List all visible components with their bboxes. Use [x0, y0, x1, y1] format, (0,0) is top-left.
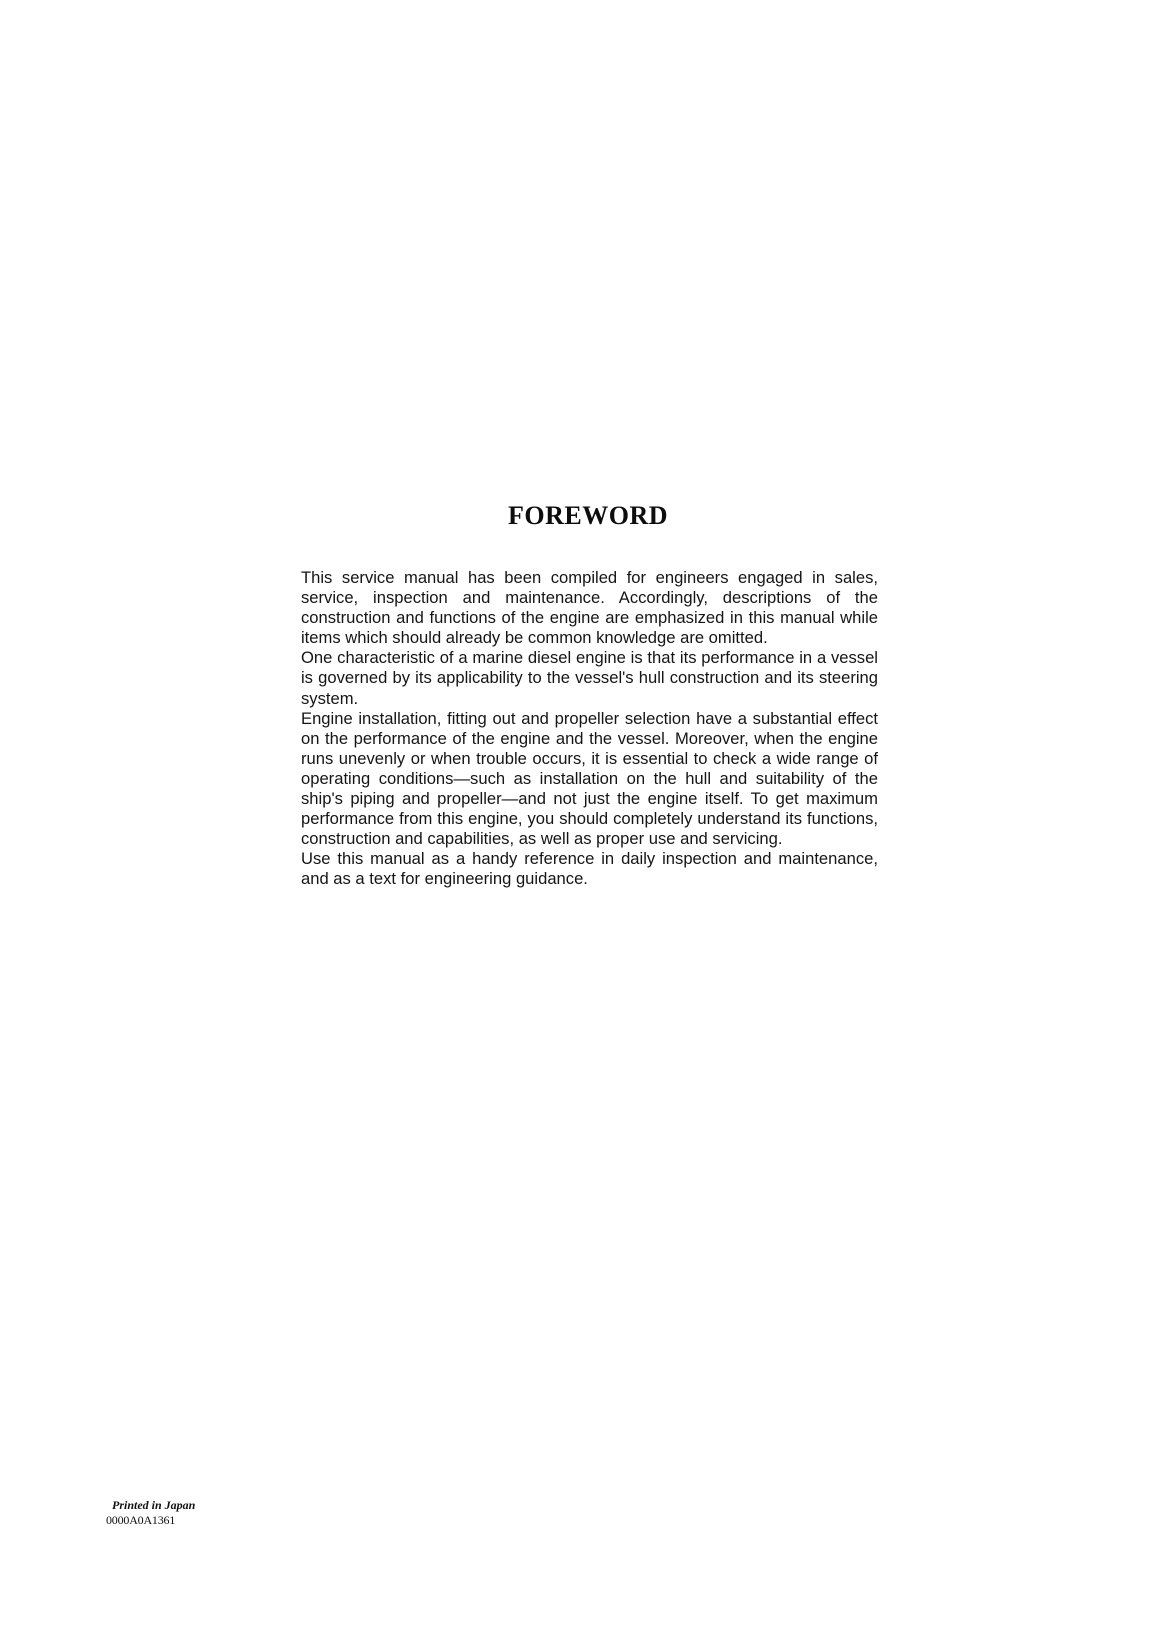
paragraph-installation: Engine installation, fitting out and propeller selection have a substantial effect on the performance of the engine and the vessel. Moreover, when the engine runs unevenly or when trouble occurs, it is essential to check a wide range of operating conditions—such as installation on the hull and suitability of the ship's piping and propeller—and not just the engine itself. To get maximum performance from this engine, you should completely understand its functions, construction and capabilities, as well as proper use and servicing.	[301, 708, 878, 849]
paragraph-purpose: This service manual has been compiled for engineers engaged in sales, service, inspection and maintenance. Accordingly, descriptions of the construction and functions of the engine are emphasized in this manual while items which should already be common knowledge are omitted.	[301, 568, 878, 648]
document-code: 0000A0A1361	[106, 1513, 176, 1527]
foreword-body	[301, 568, 878, 890]
printed-in-label: Printed in Japan	[112, 1498, 196, 1512]
paragraph-usage: Use this manual as a handy reference in daily inspection and maintenance, and as a text for engineering guidance.	[301, 849, 878, 889]
paragraph-characteristic: One characteristic of a marine diesel engine is that its performance in a vessel is governed by its applicability to the vessel's hull construction and its steering system.	[301, 648, 878, 708]
page-title: FOREWORD	[508, 501, 668, 530]
print-footer	[106, 1497, 195, 1528]
